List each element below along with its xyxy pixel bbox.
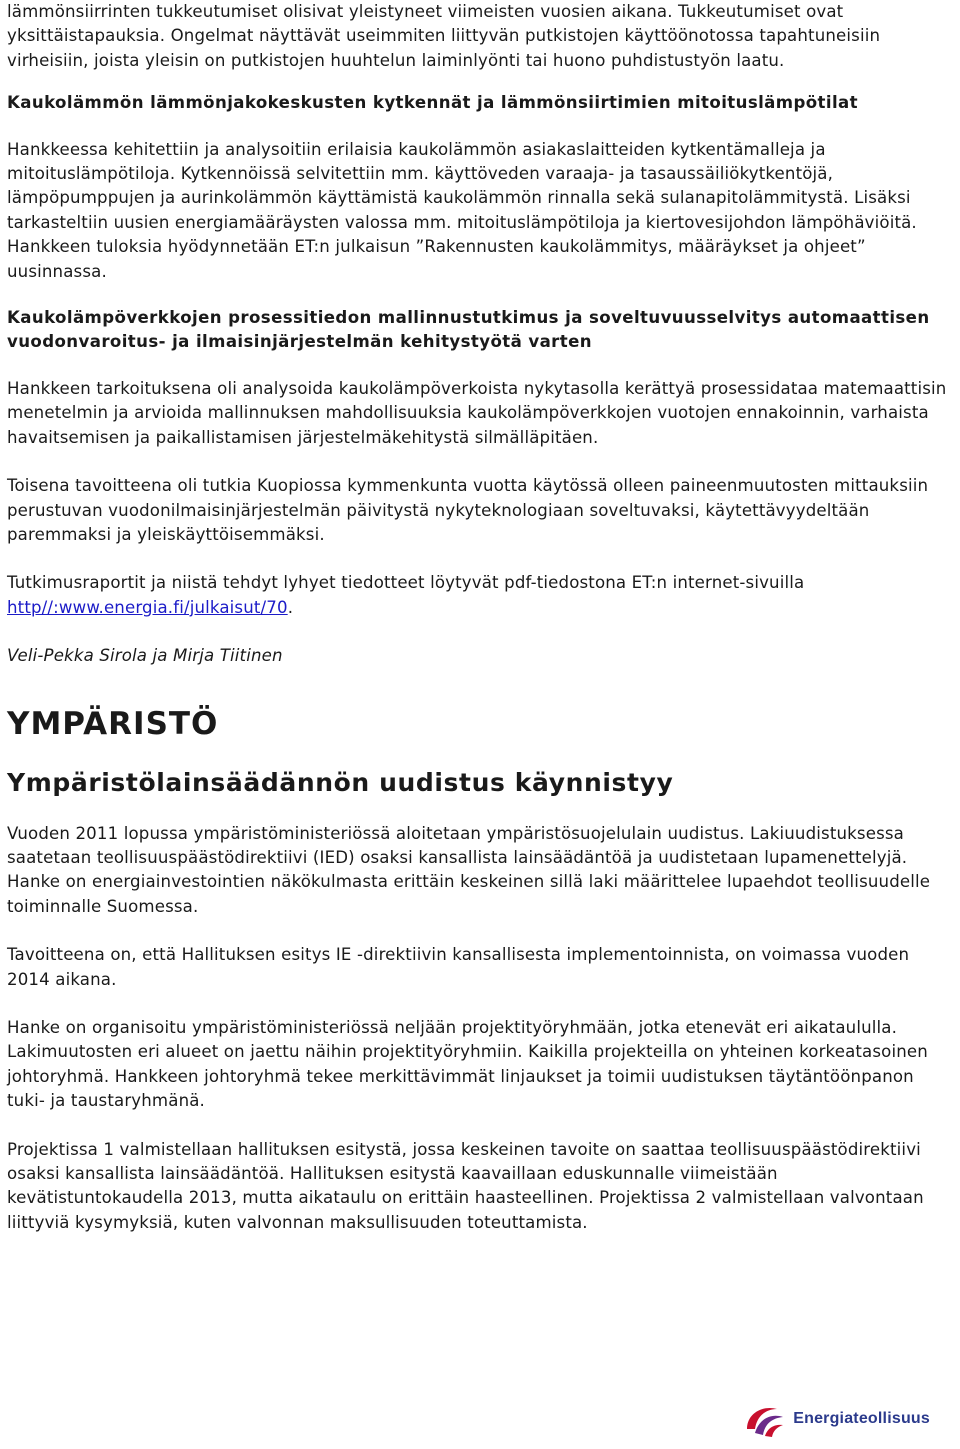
section3-paragraph-1: Vuoden 2011 lopussa ympäristöministeriössä aloitetaan ympäristösuojelulain uudistus. Lakiuudistuksessa saatetaan teollisuuspäästödirektiivi (IED) osaksi kansallista lainsäädäntöä ja uudistetaan lupamenettelyjä. Hanke on energiainvestointien näkökulmasta erittäin keskeinen sillä laki määrittelee lupaehdot teollisuudelle toiminnalle Suomessa. bbox=[7, 823, 931, 916]
section2-paragraph-1: Hankkeen tarkoituksena oli analysoida kaukolämpöverkoista nykytasolla kerättyä prosessidataa matemaattisin menetelmin ja arvioida mallinnuksen mahdollisuuksia kaukolämpöverkkojen vuotojen ennakoinnin, varhaista havaitsemisen ja paikallistamisen järjestelmäkehitystä silmälläpitäen. bbox=[7, 378, 947, 447]
logo-text: Energiateollisuus bbox=[793, 1410, 930, 1427]
author-line: Veli-Pekka Sirola ja Mirja Tiitinen bbox=[7, 646, 283, 666]
section3-paragraph-3: Hanke on organisoitu ympäristöministeriössä neljään projektityöryhmään, jotka etenevät eri aikataululla. Lakimuutosten eri alueet on jaettu näihin projektityöryhmiin. Kaikilla projekteilla on yhteinen korkeatasoinen johtoryhmä. Hankkeen johtoryhmä tekee merkittävimmät linjaukset ja toimii uudistuksen täytäntöönpanon tuki- ja taustaryhmänä. bbox=[7, 1017, 928, 1111]
reports-text-end: . bbox=[287, 597, 294, 617]
section-title-ymparisto: YMPÄRISTÖ bbox=[7, 705, 219, 742]
reports-text: Tutkimusraportit ja niistä tehdyt lyhyet tiedotteet löytyvät pdf-tiedostona ET:n internet-sivuilla bbox=[7, 573, 805, 593]
section1-body: Hankkeessa kehitettiin ja analysoitiin erilaisia kaukolämmön asiakaslaitteiden kytkentämalleja ja mitoituslämpötiloja. Kytkennöissä selvitettiin mm. käyttöveden varaaja- ja tasaussäiliökytkentöjä, lämpöpumppujen ja aurinkolämmön käyttämistä kaukolämmön rinnalla sekä sulanapitolämmitystä. Lisäksi tarkasteltiin uusien energiamääräysten valossa mm. mitoituslämpötiloja ja kiertovesijohdon lämpöhäviöitä. Hankkeen tuloksia hyödynnetään ET:n julkaisun ”Rakennusten kaukolämmitys, määräykset ja ohjeet” uusinnassa. bbox=[7, 139, 917, 281]
energiateollisuus-logo bbox=[741, 1399, 930, 1439]
document-page bbox=[7, 0, 955, 1259]
section3-paragraph-2: Tavoitteena on, että Hallituksen esitys IE -direktiivin kansallisesta implementoinnista, on voimassa vuoden 2014 aikana. bbox=[7, 945, 910, 989]
reports-link[interactable]: http//:www.energia.fi/julkaisut/70 bbox=[7, 597, 288, 617]
section-heading-kaukolammon-kytkennat: Kaukolämmön lämmönjakokeskusten kytkennät ja lämmönsiirtimien mitoituslämpötilat bbox=[7, 93, 858, 113]
section-heading-prosessitieto: Kaukolämpöverkkojen prosessitiedon mallinnustutkimus ja soveltuvuusselvitys automaattisen vuodonvaroitus- ja ilmaisinjärjestelmän kehitystyötä varten bbox=[7, 308, 930, 352]
intro-paragraph: lämmönsiirrinten tukkeutumiset olisivat yleistyneet viimeisten vuosien aikana. Tukkeutumiset ovat yksittäistapauksia. Ongelmat näyttävät useimmiten liittyvän putkistojen käyttöönotossa tapahtuneisiin virheisiin, joista yleisin on putkistojen huuhtelun laiminlyönti tai huono puhdistustyön laatu. bbox=[7, 2, 881, 70]
energiateollisuus-logo-icon bbox=[741, 1399, 787, 1439]
section3-paragraph-4: Projektissa 1 valmistellaan hallituksen esitystä, jossa keskeinen tavoite on saattaa teollisuuspäästödirektiivi osaksi kansallista lainsäädäntöä. Hallituksen esitystä kaavaillaan eduskunnalle viimeistään kevätistuntokaudella 2013, mutta aikataulu on erittäin haasteellinen. Projektissa 2 valmistellaan valvontaan liittyviä kysymyksiä, kuten valvonnan maksullisuuden toteuttamista. bbox=[7, 1139, 924, 1232]
section2-paragraph-3 bbox=[7, 571, 955, 620]
article-title-ymparistolainsaadanto: Ympäristölainsäädännön uudistus käynnistyy bbox=[7, 767, 674, 797]
section2-paragraph-2: Toisena tavoitteena oli tutkia Kuopiossa kymmenkunta vuotta käytössä olleen paineenmuutosten mittauksiin perustuvan vuodonilmaisinjärjestelmän päivitystä nykyteknologiaan soveltuvaksi, käytettävyydeltään paremmaksi ja yleiskäyttöisemmäksi. bbox=[7, 476, 929, 544]
